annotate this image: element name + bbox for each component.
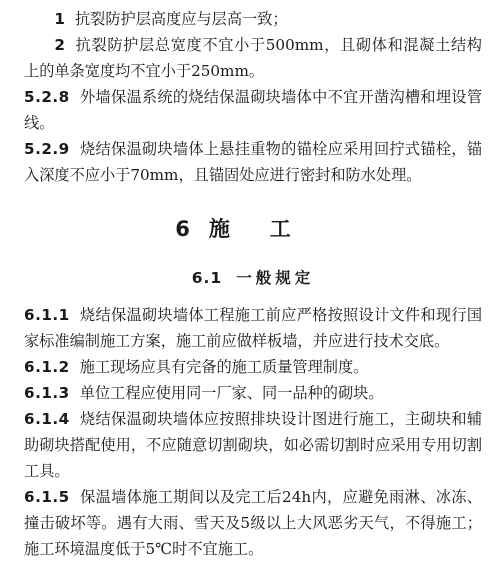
clause-text: 单位工程应使用同一厂家、同一品种的砌块。 <box>79 384 384 402</box>
clause-text: 烧结保温砌块墙体上悬挂重物的锚栓应采用回拧式锚栓，锚入深度不应小于70mm，且锚固处应进行密封和防水处理。 <box>24 140 482 184</box>
clause-text: 施工现场应具有完备的施工质量管理制度。 <box>79 358 369 376</box>
clause-text: 烧结保温砌块墙体工程施工前应严格按照设计文件和现行国家标准编制施工方案，施工前应做样板墙，并应进行技术交底。 <box>24 306 482 350</box>
clause-number: 5.2.9 <box>24 140 70 158</box>
clause-6-1-2 <box>24 354 482 380</box>
chapter-number: 6 <box>175 217 191 241</box>
clause-6-1-3 <box>24 380 482 406</box>
clause-number: 6.1.2 <box>24 358 70 376</box>
clause-6-1-5 <box>24 484 482 562</box>
clause-number: 6.1.4 <box>24 410 70 428</box>
section-title: 一般规定 <box>236 269 315 287</box>
clause-number: 6.1.1 <box>24 306 70 324</box>
clause-5-2-8 <box>24 84 482 136</box>
clause-number: 5.2.8 <box>24 88 70 106</box>
clause-6-1-4 <box>24 406 482 484</box>
chapter-title: 施工 <box>208 217 331 241</box>
clause-text: 保温墙体施工期间以及完工后24h内，应避免雨淋、冰冻、撞击破坏等。遇有大雨、雪天及5级以上大风恶劣天气，不得施工；施工环境温度低于5℃时不宜施工。 <box>24 488 482 558</box>
list-item-text: 抗裂防护层总宽度不宜小于500mm，且砌体和混凝土结构上的单条宽度均不宜小于250mm。 <box>24 36 482 80</box>
list-item-2 <box>24 32 482 84</box>
list-item-1 <box>24 6 482 32</box>
list-item-text: 抗裂防护层高度应与层高一致； <box>74 10 288 28</box>
section-heading <box>24 266 482 288</box>
list-item-number: 1 <box>54 10 65 28</box>
clause-number: 6.1.3 <box>24 384 70 402</box>
list-item-number: 2 <box>54 36 65 54</box>
section-number: 6.1 <box>191 269 223 287</box>
clause-5-2-9 <box>24 136 482 188</box>
clause-text: 外墙保温系统的烧结保温砌块墙体中不宜开凿沟槽和埋设管线。 <box>24 88 482 132</box>
clause-text: 烧结保温砌块墙体应按照排块设计图进行施工，主砌块和辅助砌块搭配使用，不应随意切割砌块，如必需切割时应采用专用切割工具。 <box>24 410 482 480</box>
chapter-heading <box>24 214 482 244</box>
clause-number: 6.1.5 <box>24 488 70 506</box>
clause-6-1-1 <box>24 302 482 354</box>
